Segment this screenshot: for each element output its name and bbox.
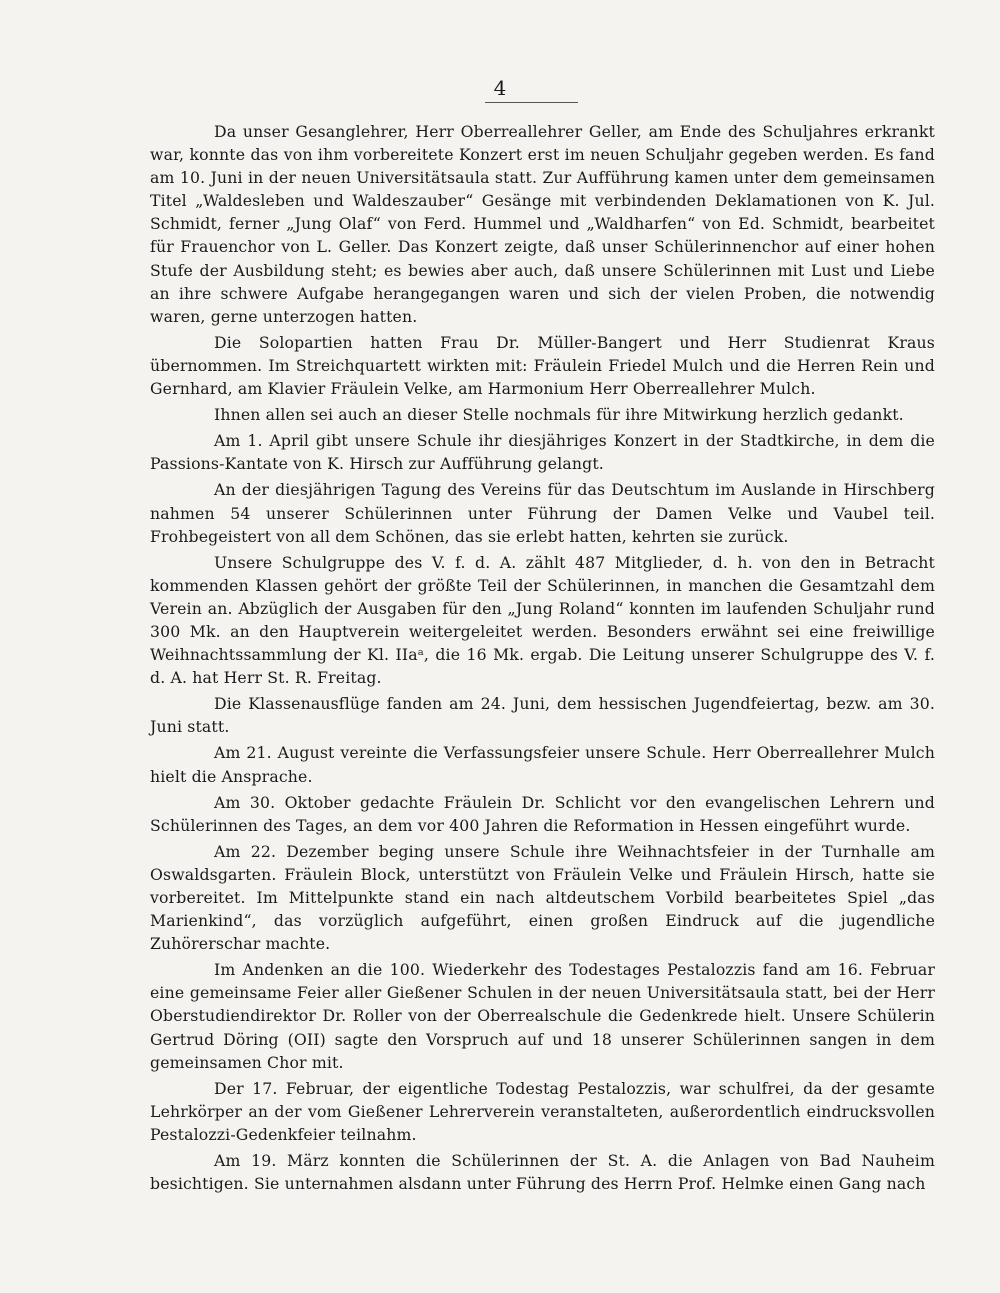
paragraph-school-group: Unsere Schulgruppe des V. f. d. A. zählt 487 Mitglieder, d. h. von den in Betracht kommenden Klassen gehört der größte Teil der Schülerinnen, in manchen die Gesamtzahl dem Verein an. Abzüglich der Ausgaben für den „Jung Roland“ konnten im laufenden Schuljahr rund 300 Mk. an den Hauptverein weitergeleitet werden. Besonders erwähnt sei eine freiwillige Weihnachtssammlung der Kl. IIaᵃ, die 16 Mk. ergab. Die Leitung unserer Schulgruppe des V. f. d. A. hat Herr St. R. Freitag.	[150, 552, 935, 688]
paragraph-bad-nauheim: Am 19. März konnten die Schülerinnen der St. A. die Anlagen von Bad Nauheim besichtigen. Sie unternahmen alsdann unter Führung des Herrn Prof. Helmke einen Gang nach	[150, 1151, 935, 1194]
paragraph-concert: Da unser Gesanglehrer, Herr Oberreallehrer Geller, am Ende des Schuljahres erkrankt war, konnte das von ihm vorbereitete Konzert erst im neuen Schuljahr gegeben werden. Es fand am 10. Juni in der neuen Universitätsaula statt. Zur Aufführung kamen unter dem gemeinsamen Titel „Waldesleben und Waldeszauber“ Gesänge mit verbindenden Deklamationen von K. Jul. Schmidt, ferner „Jung Olaf“ von Ferd. Hummel und „Waldharfen“ von Ed. Schmidt, bearbeitet für Frauenchor von L. Geller. Das Konzert zeigte, daß unser Schülerinnenchor auf einer hohen Stufe der Ausbildung steht; es bewies aber auch, daß unsere Schülerinnen mit Lust und Liebe an ihre schwere Aufgabe herangegangen waren und sich der vielen Proben, die notwendig waren, gerne unterzogen hatten.	[150, 122, 935, 326]
paragraph-reformation: Am 30. Oktober gedachte Fräulein Dr. Schlicht vor den evangelischen Lehrern und Schülerinnen des Tages, an dem vor 400 Jahren die Reformation in Hessen eingeführt wurde.	[150, 792, 935, 835]
paragraph-pestalozzi-feier: Im Andenken an die 100. Wiederkehr des Todestages Pestalozzis fand am 16. Februar eine gemeinsame Feier aller Gießener Schulen in der neuen Universitätsaula statt, bei der Herr Oberstudiendirektor Dr. Roller von der Oberrealschule die Gedenkrede hielt. Unsere Schülerin Gertrud Döring (OII) sagte den Vorspruch auf und 18 unserer Schülerinnen sangen in dem gemeinsamen Chor mit.	[150, 960, 935, 1072]
paragraph-thanks: Ihnen allen sei auch an dieser Stelle nochmals für ihre Mitwirkung herzlich gedankt.	[214, 405, 904, 425]
paragraph-constitution-day: Am 21. August vereinte die Verfassungsfeier unsere Schule. Herr Oberreallehrer Mulch hielt die Ansprache.	[150, 743, 935, 786]
paragraph-class-trips: Die Klassenausflüge fanden am 24. Juni, dem hessischen Jugendfeiertag, bezw. am 30. Juni statt.	[150, 694, 935, 737]
paragraph-pestalozzi-day: Der 17. Februar, der eigentliche Todestag Pestalozzis, war schulfrei, da der gesamte Lehrkörper an der vom Gießener Lehrerverein veranstalteten, außerordentlich eindrucksvollen Pestalozzi-Gedenkfeier teilnahm.	[150, 1078, 935, 1144]
document-body	[150, 120, 935, 1198]
paragraph-vda-meeting: An der diesjährigen Tagung des Vereins für das Deutschtum im Auslande in Hirschberg nahmen 54 unserer Schülerinnen unter Führung der Damen Velke und Vaubel teil. Frohbegeistert von all dem Schönen, das sie erlebt hatten, kehrten sie zurück.	[150, 480, 935, 546]
page-number: 4	[493, 76, 507, 100]
paragraph-april-concert: Am 1. April gibt unsere Schule ihr diesjähriges Konzert in der Stadtkirche, in dem die Passions-Kantate von K. Hirsch zur Aufführung gelangt.	[150, 431, 935, 474]
paragraph-christmas: Am 22. Dezember beging unsere Schule ihre Weihnachtsfeier in der Turnhalle am Oswaldsgarten. Fräulein Block, unterstützt von Fräulein Velke und Fräulein Hirsch, hatte sie vorbereitet. Im Mittelpunkte stand ein nach altdeutschem Vorbild bearbeitetes Spiel „das Marienkind“, das vorzüglich aufgeführt, einen großen Eindruck auf die jugendliche Zuhörerschar machte.	[150, 841, 935, 954]
header-rule	[485, 102, 578, 103]
paragraph-soloists: Die Solopartien hatten Frau Dr. Müller-Bangert und Herr Studienrat Kraus übernommen. Im Streichquartett wirkten mit: Fräulein Friedel Mulch und die Herren Rein und Gernhard, am Klavier Fräulein Velke, am Harmonium Herr Oberreallehrer Mulch.	[150, 332, 935, 399]
